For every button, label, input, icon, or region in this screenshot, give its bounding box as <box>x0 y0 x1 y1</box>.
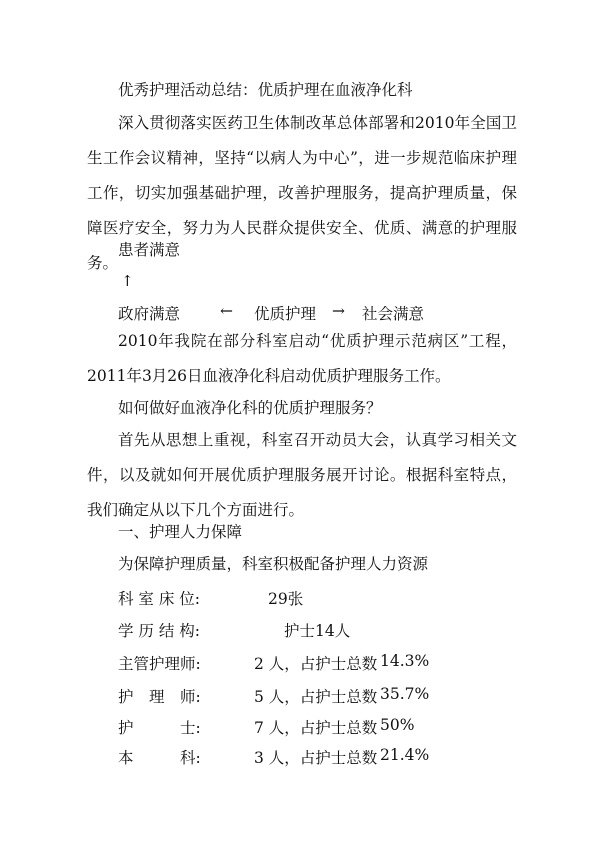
staff-row-label: 本 科: <box>118 749 201 767</box>
diagram-center-label: 优质护理 <box>254 305 317 323</box>
section-1-lead: 为保障护理质量，科室积极配备护理人力资源 <box>118 555 429 573</box>
staff-row-label: 主管护理师: <box>118 655 201 673</box>
staff-row-count: 7 人，占护士总数 <box>254 719 378 737</box>
right-arrow-icon: → <box>332 302 345 320</box>
paragraph-2: 2010年我院在部分科室启动“优质护理示范病区”工程，2011年3月26日血液净化科启动优质护理服务工作。 <box>87 332 517 385</box>
staff-row-percent: 50% <box>380 716 415 734</box>
beds-value: 29张 <box>268 590 304 608</box>
staff-row-percent: 14.3% <box>380 652 430 670</box>
diagram-right-label: 社会满意 <box>362 305 425 323</box>
diagram-top-label: 患者满意 <box>118 241 181 259</box>
document-title: 优秀护理活动总结：优质护理在血液净化科 <box>118 81 413 99</box>
paragraph-3: 首先从思想上重视，科室召开动员大会，认真学习相关文件，以及就如何开展优质护理服务展开讨论。根据科室特点，我们确定从以下几个方面进行。 <box>87 431 517 519</box>
up-arrow-icon: ↑ <box>121 272 134 290</box>
staff-row-count: 5 人，占护士总数 <box>254 688 378 706</box>
diagram-left-label: 政府满意 <box>118 305 181 323</box>
beds-label: 科 室 床 位: <box>118 590 201 608</box>
intro-paragraph: 深入贯彻落实医药卫生体制改革总体部署和2010年全国卫生工作会议精神，坚持“以病人为中心”，进一步规范临床护理工作，切实加强基础护理，改善护理服务，提高护理质量，保障医疗安全，努力为人民群众提供安全、优质、满意的护理服务。 <box>87 114 517 272</box>
staff-row-label: 护 理 师: <box>118 688 201 706</box>
staff-row-percent: 21.4% <box>380 746 430 764</box>
education-label: 学 历 结 构: <box>118 622 201 640</box>
staff-row-count: 2 人，占护士总数 <box>254 655 378 673</box>
question-line: 如何做好血液净化科的优质护理服务？ <box>118 399 382 417</box>
section-1-heading: 一、护理人力保障 <box>118 523 243 541</box>
staff-row-percent: 35.7% <box>380 685 430 703</box>
education-value: 护士14人 <box>284 622 351 640</box>
staff-row-label: 护 士: <box>118 719 201 737</box>
staff-row-count: 3 人，占护士总数 <box>254 749 378 767</box>
left-arrow-icon: ← <box>220 302 233 320</box>
